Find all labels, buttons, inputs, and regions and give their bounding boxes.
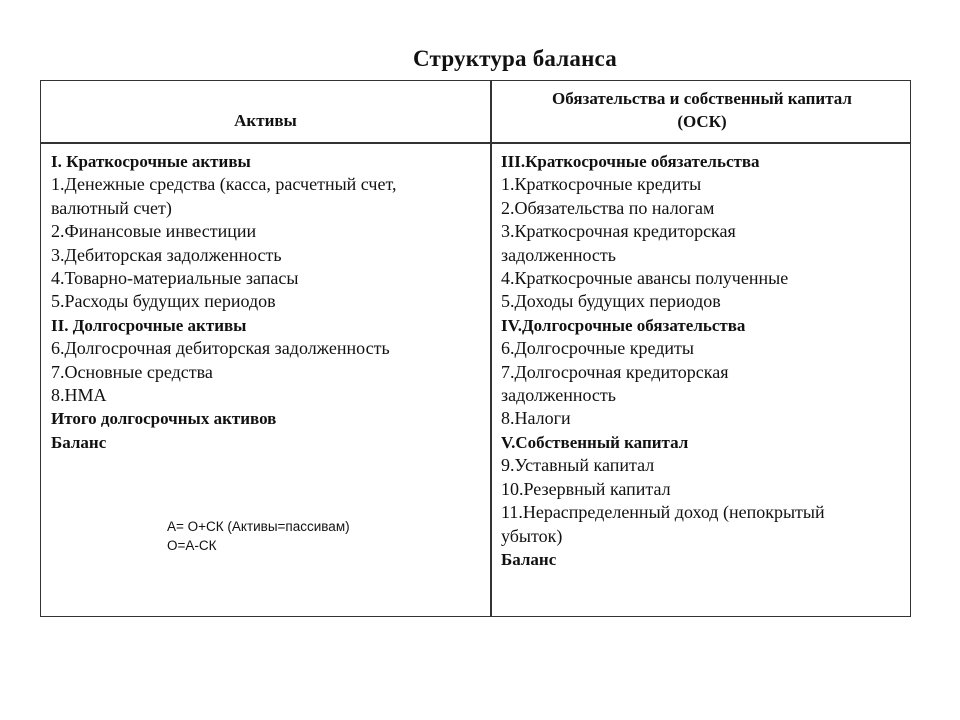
list-item: убыток) (501, 525, 563, 546)
list-item: задолженность (501, 385, 616, 406)
list-item: 5.Доходы будущих периодов (501, 291, 721, 312)
section-heading: II. Долгосрочные активы (51, 315, 247, 335)
list-item: 2.Обязательства по налогам (501, 197, 715, 218)
header-divider (41, 142, 910, 144)
list-item: задолженность (501, 244, 616, 265)
list-item: 7.Основные средства (51, 361, 213, 382)
list-item: 3.Краткосрочная кредиторская (501, 221, 736, 242)
list-item: валютный счет) (51, 197, 172, 218)
list-item: 8.Налоги (501, 408, 571, 429)
assets-column (51, 150, 481, 454)
header-liabilities-line-2: (ОСК) (677, 112, 727, 131)
total-line: Итого долгосрочных активов (51, 409, 277, 429)
liabilities-column (501, 150, 901, 571)
list-item: 4.Краткосрочные авансы полученные (501, 268, 789, 289)
page-title: Структура баланса (413, 46, 617, 71)
list-item: 11.Нераспределенный доход (непокрытый (501, 502, 825, 523)
balance-line: Баланс (501, 549, 557, 569)
column-divider (490, 81, 492, 616)
header-liabilities-equity (492, 87, 912, 133)
list-item: 2.Финансовые инвестиции (51, 221, 257, 242)
list-item: 1.Денежные средства (касса, расчетный счет, (51, 174, 397, 195)
formula-line-2: О=А-СК (167, 538, 217, 553)
list-item: 4.Товарно-материальные запасы (51, 268, 299, 289)
formula-line-1: А= О+СК (Активы=пассивам) (167, 519, 350, 534)
balance-line: Баланс (51, 432, 107, 452)
list-item: 9.Уставный капитал (501, 455, 655, 476)
list-item: 10.Резервный капитал (501, 478, 671, 499)
section-heading: I. Краткосрочные активы (51, 152, 251, 171)
balance-formula (167, 517, 350, 555)
list-item: 8.НМА (51, 385, 107, 406)
section-heading: IV.Долгосрочные обязательства (501, 315, 746, 335)
header-liabilities-line-1: Обязательства и собственный капитал (552, 89, 852, 108)
list-item: 6.Долгосрочная дебиторская задолженность (51, 338, 390, 359)
header-assets: Активы (234, 111, 297, 130)
list-item: 1.Краткосрочные кредиты (501, 174, 702, 195)
list-item: 5.Расходы будущих периодов (51, 291, 276, 312)
balance-table (40, 80, 911, 617)
list-item: 7.Долгосрочная кредиторская (501, 361, 729, 382)
list-item: 6.Долгосрочные кредиты (501, 338, 694, 359)
section-heading: V.Собственный капитал (501, 432, 689, 452)
section-heading: III.Краткосрочные обязательства (501, 152, 760, 171)
list-item: 3.Дебиторская задолженность (51, 244, 282, 265)
